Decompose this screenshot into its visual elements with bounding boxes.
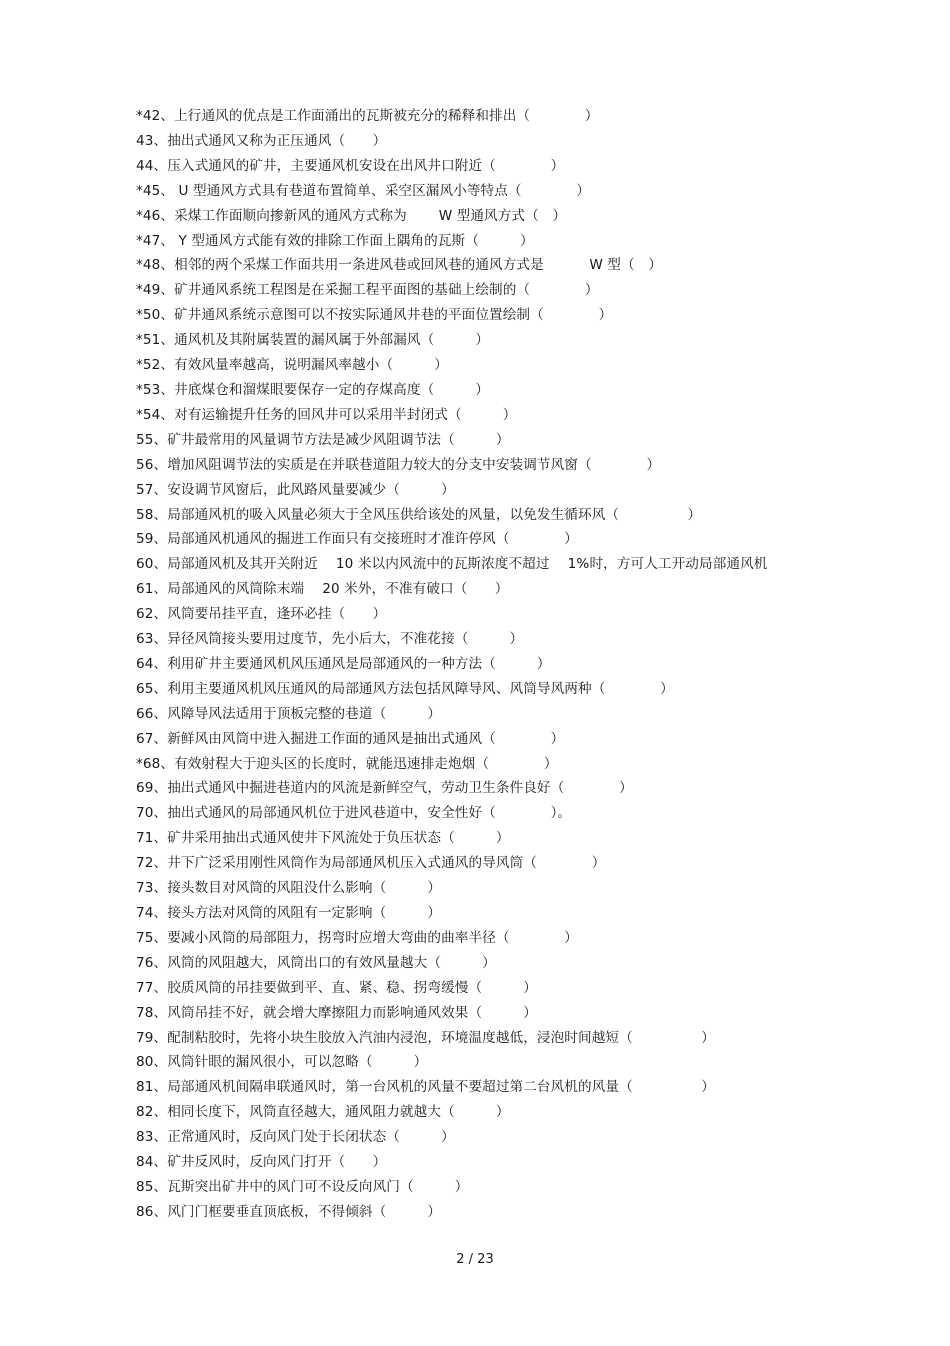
question-item: *45、 U 型通风方式具有巷道布置简单、采空区漏风小等特点（ ） bbox=[136, 182, 591, 199]
question-item: 84、矿井反风时，反向风门打开（ ） bbox=[136, 1154, 387, 1171]
question-item: 72、井下广泛采用刚性风筒作为局部通风机压入式通风的导风筒（ ） bbox=[136, 855, 606, 872]
question-item: 60、局部通风机及其开关附近 10 米以内风流中的瓦斯浓度不超过 1%时，方可人工开动局部通风机 bbox=[136, 556, 768, 573]
question-item: 67、新鲜风由风筒中进入掘进工作面的通风是抽出式通风（ ） bbox=[136, 730, 565, 747]
question-item: *68、有效射程大于迎头区的长度时，就能迅速排走炮烟（ ） bbox=[136, 755, 558, 772]
question-item: 66、风障导风法适用于顶板完整的巷道（ ） bbox=[136, 705, 442, 722]
question-item: 82、相同长度下，风筒直径越大，通风阻力就越大（ ） bbox=[136, 1104, 510, 1121]
question-item: *46、采煤工作面顺向掺新风的通风方式称为 W 型通风方式（ ） bbox=[136, 207, 567, 224]
question-item: 69、抽出式通风中掘进巷道内的风流是新鲜空气，劳动卫生条件良好（ ） bbox=[136, 780, 633, 797]
question-item: 58、局部通风机的吸入风量必须大于全风压供给该处的风量，以免发生循环风（ ） bbox=[136, 506, 702, 523]
question-item: *42、上行通风的优点是工作面涌出的瓦斯被充分的稀释和排出（ ） bbox=[136, 108, 599, 124]
question-item: 59、局部通风机通风的掘进工作面只有交接班时才准许停风（ ） bbox=[136, 531, 579, 548]
question-item: 65、利用主要通风机风压通风的局部通风方法包括风障导风、风筒导风两种（ ） bbox=[136, 680, 674, 697]
question-item: 76、风筒的风阻越大，风筒出口的有效风量越大（ ） bbox=[136, 954, 496, 971]
question-item: 86、风门门框要垂直顶底板，不得倾斜（ ） bbox=[136, 1203, 442, 1220]
question-item: *52、有效风量率越高，说明漏风率越小（ ） bbox=[136, 357, 448, 374]
question-item: *50、矿井通风系统示意图可以不按实际通风井巷的平面位置绘制（ ） bbox=[136, 307, 613, 324]
question-list bbox=[136, 104, 826, 1225]
question-item: *49、矿井通风系统工程图是在采掘工程平面图的基础上绘制的（ ） bbox=[136, 282, 599, 299]
question-item: 77、胶质风筒的吊挂要做到平、直、紧、稳、拐弯缓慢（ ） bbox=[136, 979, 537, 996]
question-item: 75、要减小风筒的局部阻力，拐弯时应增大弯曲的曲率半径（ ） bbox=[136, 929, 579, 946]
question-item: 44、压入式通风的矿井，主要通风机安设在出风井口附近（ ） bbox=[136, 157, 565, 174]
question-item: 63、异径风筒接头要用过度节，先小后大，不准花接（ ） bbox=[136, 631, 524, 648]
question-item: 79、配制粘胶时，先将小块生胶放入汽油内浸泡，环境温度越低，浸泡时间越短（ ） bbox=[136, 1029, 715, 1046]
question-item: 78、风筒吊挂不好，就会增大摩擦阻力而影响通风效果（ ） bbox=[136, 1004, 537, 1021]
question-item: 43、抽出式通风又称为正压通风（ ） bbox=[136, 132, 387, 149]
question-item: *53、井底煤仓和溜煤眼要保存一定的存煤高度（ ） bbox=[136, 381, 490, 398]
question-item: 62、风筒要吊挂平直，逢环必挂（ ） bbox=[136, 606, 387, 623]
question-item: 80、风筒针眼的漏风很小，可以忽略（ ） bbox=[136, 1054, 428, 1071]
question-item: 83、正常通风时，反向风门处于长闭状态（ ） bbox=[136, 1129, 455, 1146]
question-item: 57、安设调节风窗后，此风路风量要减少（ ） bbox=[136, 481, 455, 498]
question-item: 70、抽出式通风的局部通风机位于进风巷道中，安全性好（ ）。 bbox=[136, 805, 572, 822]
question-item: *47、 Y 型通风方式能有效的排除工作面上隅角的瓦斯（ ） bbox=[136, 232, 534, 249]
question-item: 85、瓦斯突出矿井中的风门可不设反向风门（ ） bbox=[136, 1178, 469, 1195]
question-item: 74、接头方法对风筒的风阻有一定影响（ ） bbox=[136, 905, 442, 921]
question-item: *51、通风机及其附属装置的漏风属于外部漏风（ ） bbox=[136, 332, 490, 349]
question-item: 71、矿井采用抽出式通风使井下风流处于负压状态（ ） bbox=[136, 830, 510, 847]
question-item: 61、局部通风的风筒除末端 20 米外，不准有破口（ ） bbox=[136, 581, 509, 598]
question-item: *48、相邻的两个采煤工作面共用一条进风巷或回风巷的通风方式是 W 型（ ） bbox=[136, 257, 663, 274]
page-number: 2 / 23 bbox=[456, 1252, 494, 1267]
question-item: 56、增加风阻调节法的实质是在并联巷道阻力较大的分支中安装调节风窗（ ） bbox=[136, 456, 661, 473]
question-item: 81、局部通风机间隔串联通风时，第一台风机的风量不要超过第二台风机的风量（ ） bbox=[136, 1079, 715, 1096]
question-item: 64、利用矿井主要通风机风压通风是局部通风的一种方法（ ） bbox=[136, 655, 551, 672]
question-item: 55、矿井最常用的风量调节方法是减少风阻调节法（ ） bbox=[136, 431, 510, 448]
question-item: *54、对有运输提升任务的回风井可以采用半封闭式（ ） bbox=[136, 406, 517, 423]
question-item: 73、接头数目对风筒的风阻没什么影响（ ） bbox=[136, 880, 442, 897]
